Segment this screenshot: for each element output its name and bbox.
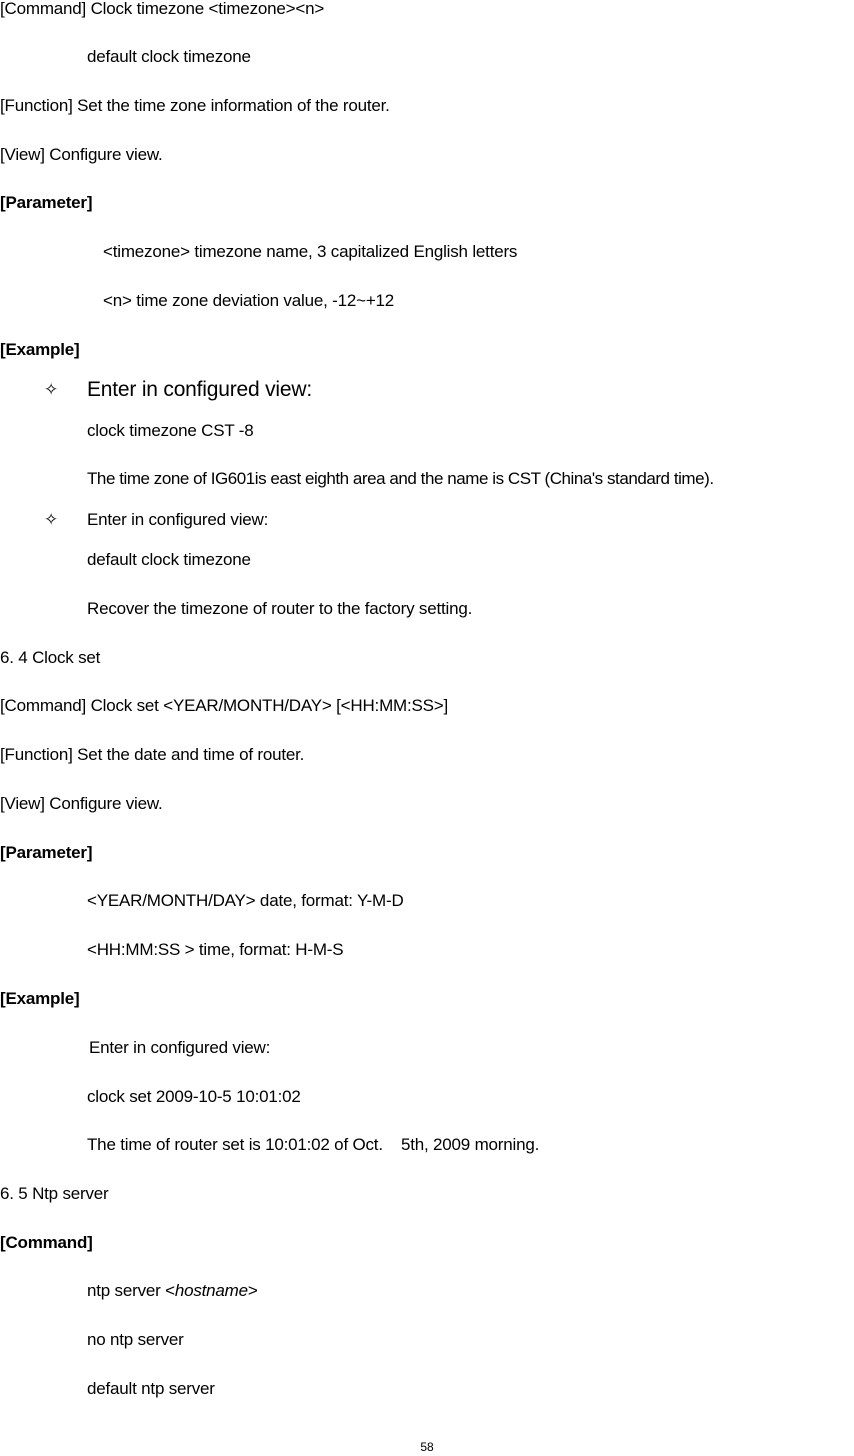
example-desc: The time of router set is 10:01:02 of Oct. 5th, 2009 morning. [87,1135,540,1154]
parameter-heading: [Parameter] [0,843,93,862]
example1-title: Enter in configured view: [87,378,312,401]
star-bullet-icon: ✧ [44,380,59,400]
parameter-heading: [Parameter] [0,193,93,212]
command-default: default clock timezone [87,47,251,66]
cmd-arg-hostname: hostname [174,1281,248,1300]
section-heading-ntp-server: 6. 5 Ntp server [0,1184,109,1203]
param-timezone: <timezone> timezone name, 3 capitalized English letters [103,242,518,261]
section-heading-clock-set: 6. 4 Clock set [0,648,101,667]
command-line: [Command] Clock set <YEAR/MONTH/DAY> [<HH:MM:SS>] [0,696,449,715]
page-number: 58 [420,1440,434,1454]
example2-title: Enter in configured view: [87,510,269,529]
function-line: [Function] Set the time zone information of the router. [0,96,390,115]
cmd-prefix: ntp server < [87,1281,175,1300]
default-ntp-server-cmd: default ntp server [87,1379,215,1398]
function-line: [Function] Set the date and time of router. [0,745,305,764]
example2-cmd: default clock timezone [87,550,251,569]
example-cmd: clock set 2009-10-5 10:01:02 [87,1087,301,1106]
example-heading: [Example] [0,340,80,359]
example1-desc: The time zone of IG601is east eighth area and the name is CST (China's standard time). [87,469,714,488]
param-date: <YEAR/MONTH/DAY> date, format: Y-M-D [87,891,404,910]
view-line: [View] Configure view. [0,145,163,164]
example1-cmd: clock timezone CST -8 [87,421,254,440]
example-heading: [Example] [0,989,80,1008]
view-line: [View] Configure view. [0,794,163,813]
example2-desc: Recover the timezone of router to the factory setting. [87,599,473,618]
command-heading: [Command] [0,1233,93,1252]
param-time: <HH:MM:SS > time, format: H-M-S [87,940,344,959]
cmd-suffix: > [247,1281,258,1300]
command-line: [Command] Clock timezone <timezone><n> [0,0,325,18]
ntp-server-cmd [87,1280,258,1302]
param-n: <n> time zone deviation value, -12~+12 [103,291,395,310]
example-title: Enter in configured view: [89,1038,271,1057]
star-bullet-icon: ✧ [44,510,59,530]
no-ntp-server-cmd: no ntp server [87,1330,184,1349]
